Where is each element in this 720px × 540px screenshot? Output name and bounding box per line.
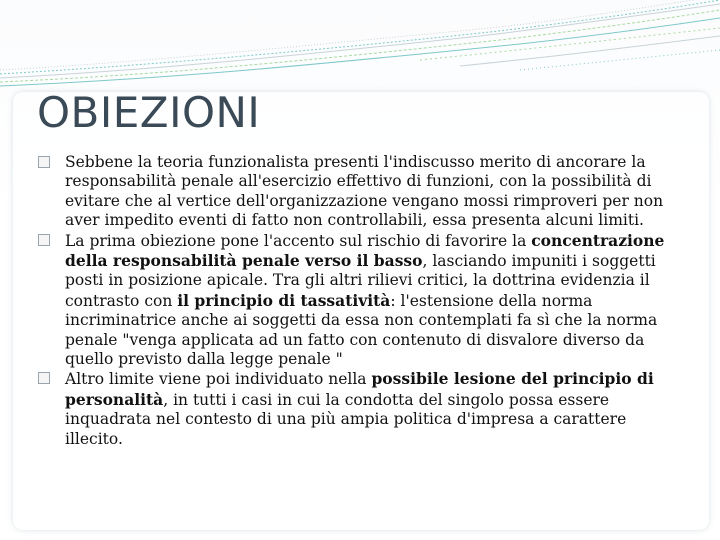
bullet-list xyxy=(38,153,688,449)
bullet-bold-text: possibile lesione del principio di personalità xyxy=(65,369,654,409)
bullet-item xyxy=(38,231,688,370)
slide-title: OBIEZIONI xyxy=(37,88,261,137)
bullet-square-icon xyxy=(38,234,50,246)
bullet-text: : l'estensione della norma incriminatrice anche ai soggetti da essa non contemplati fa sì che la norma penale "venga applicata ad un fatto con contenuto di disvalore diverso da quello previsto dalla legge penale " xyxy=(65,291,658,369)
bullet-bold-text: il principio di tassatività xyxy=(177,290,391,310)
bullet-square-icon xyxy=(38,156,50,168)
bullet-text: , lasciando impuniti i soggetti posti in posizione apicale. Tra gli altri rilievi critici, la dottrina evidenzia il contrasto con xyxy=(65,252,656,310)
bullet-square-icon xyxy=(38,372,50,384)
bullet-text: Sebbene la teoria funzionalista presenti l'indiscusso merito di ancorare la responsabilità penale all'esercizio effettivo di funzioni, con la possibilità di evitare che al vertice dell'organizzazione vengano mossi rimproveri per non aver impedito eventi di fatto non controllabili, essa presenta alcuni limiti. xyxy=(65,153,664,230)
bullet-text: La prima obiezione pone l'accento sul rischio di favorire la xyxy=(65,231,532,250)
decorative-wave-lines xyxy=(0,0,720,95)
bullet-text: Altro limite viene poi individuato nella xyxy=(65,370,372,389)
bullet-bold-text: concentrazione della responsabilità penale verso il basso xyxy=(65,230,665,271)
bullet-text: , in tutti i casi in cui la condotta del singolo possa essere inquadrata nel contesto di una più ampia politica d'impresa a carattere illecito. xyxy=(65,390,627,448)
bullet-item xyxy=(38,153,688,231)
bullet-item xyxy=(38,369,688,449)
